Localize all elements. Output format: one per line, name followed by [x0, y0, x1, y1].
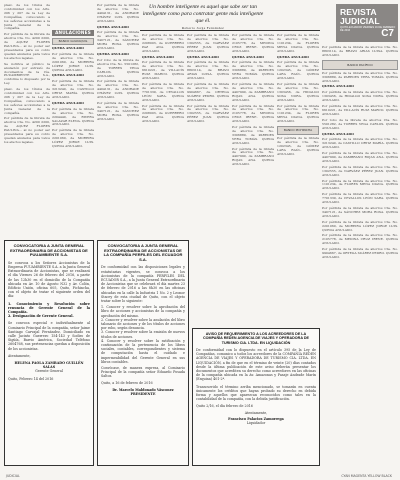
box-title: CONVOCATORIA A JUNTA GENERAL EXTRAORDINARIA DE ACCIONISTAS DE LA COMPAÑÍA PERFILES DEL ECUADOR S.A. — [103, 243, 183, 262]
quote-text: Un hombre inteligente es aquel que sabe ser tan inteligente como para contratar gente más inteligente que él. — [142, 4, 264, 24]
column-5: Por pérdida de la libreta de ahorros Cta. No. 1302555, de NARVÁEZ PÉREZ JUAN. QUEDA ANULADO. QUEDA ANULADO Por pérdida de la libreta de ahorros Cta. No. 8803114, de BRAVO ARIAS LUISA. QUEDA ANULADO. Por pérdida de la libreta de ahorros Cta. No. 9904667, de ORTEGA SUÁREZ PEDRO. QUEDA ANULADO. Por pérdida de la libreta de ahorros Cta. No. 1302555, de NARVÁEZ PÉREZ JUAN. QUEDA ANULADO. — [187, 34, 229, 124]
convocatoria-perfiles-ecuador: CONVOCATORIA A JUNTA GENERAL EXTRAORDINARIA DE ACCIONISTAS DE LA COMPAÑÍA PERFILES DEL ECUADOR S.A. De conformidad con las disposiciones legales y estatutarias vigentes, se convoca a los Accionistas de la compañía PERFILES DEL ECUADOR S.A., a la Junta General Extraordinaria de Accionistas que se celebrará el día martes 23 de febrero de 2016 a las 8h30 en las oficinas ubicadas en la calle la Industria 1 No. 2 y Leonor Stacey de esta ciudad de Quito, con el objeto tratar sobre lo siguiente: 1. Conocer y resolver sobre la aprobación del libro de acciones y accionistas de la compañía y aprobación del mismo. 2. Conocer y resolver sobre la anulación del libro talonario de acciones y de los títulos de acciones por robo, según denuncia. 3. Conocer y resolver sobre la emisión de nuevos títulos de acciones. 4. Conocer y resolver sobre la ratificación y continuación de la pertenencia de los libros sociales, contables, correspondientes y sistema de computación hasta el cuidado e impermeabilidad del Gerente General en sus libros contables. Convócase, de manera expresa, al Comisario Principal de la compañía señor Eduardo Posada Saltos. Quito, a 16 de febrero de 2016 Dr. Marcelo Maldonado Vásconez PRESIDENTE — [97, 240, 189, 466]
box-body: De conformidad con las disposiciones legales y estatutarias vigentes, se convoca a los Accionistas de la compañía PERFILES DEL ECUADOR S.A., a la Junta General Extraordinaria de Accionistas que se celebrará el día martes 23 de febrero de 2016 a las 8h30 en las oficinas ubicadas en la calle la Industria 1 No. 2 y Leonor Stacey de esta ciudad de Quito, con el objeto tratar sobre lo siguiente: — [101, 265, 185, 303]
column-7: Por pérdida de la libreta de ahorros Cta. No. 1101234, de FLORES MENA DIANA. QUEDA ANULADO. QUEDA ANULADO Por pérdida de la libreta de ahorros Cta. No. 1202345, de GÓMEZ LARA RAÚL. QUEDA ANULADO. Por pérdida de la libreta de ahorros Cta. No. 1303456, de HIDALGO SOSA NORA. QUEDA ANULADO. Por pérdida de la libreta de ahorros Cta. No. 1101234, de FLORES MENA DIANA. QUEDA ANULADO. BANCO PICHINCHA Por pérdida de la libreta de ahorros Cta. No. 1202345, de GÓMEZ LARA RAÚL. QUEDA ANULADO. — [277, 34, 319, 156]
bank-logo: BANCO PACÍFICO — [322, 60, 398, 70]
convocatoria-puuambiente: CONVOCATORIA A JUNTA GENERAL EXTRAORDINARIA DE ACCIONISTAS DE PUUAMBIENTE S.A. Se convoca a los Señores Accionistas de la Empresa PUUAMBIENTE S.A. a la Junta General Extraordinaria de Accionistas, que se realizará el día Viernes 26 de febrero del 2016, a partir de las 12h30 en el domicilio de la Compañía ubicada en Av. 10 de Agosto N32 y Av. Colón, Edificio Unión, oficina 605, Quito, Pichincha, con el objeto de tratar el siguiente orden del día: 1. Conocimiento y Resolución sobre renuncia de Gerente General de la Compañía. 2. Designación de Gerente General. Se convoca especial e individualmente al Comisario Principal de la compañía, señor Jaime Santiago Carvajal Fernández, Domiciliado en calle Jacinto Guerrero 154-143 y Sodiro de Sigüía, Barrio América, Sociedad Teléfono 2604768, sus pertenencias quedan a disposición de los accionistas. Atentamente, HELENA PAOLA ZAMBADO GUILLÉN SALAS Gerente General Quito, Febrero 14 del 2016 — [4, 240, 94, 466]
column-1: plazo de los títulos de conformidad con los Arts. 206 y 207 de la Ley de Compañías, convocando a los señores accionistas a la Junta General de la compañía. Por pérdida de la libreta de ahorros Cta. No. 4200 2200, de AQUEZ FLORES PAULINA... al no poder ser presentados para su cobro quedan anulados para todos los efectos legales. Se notifica al público la anulación por extravío de documentos de la Cía. PUUAMBIENTE S.A., conforme lo dispuesto por la Ley. plazo de los títulos de conformidad con los Arts. 206 y 207 de la Ley de Compañías, convocando a los señores accionistas a la Junta General de la compañía. Por pérdida de la libreta de ahorros Cta. No. 4200 2200, de AQUEZ FLORES PAULINA... al no poder ser presentados para su cobro quedan anulados para todos los efectos legales. — [4, 4, 50, 144]
masthead-title: REVISTA JUDICIAL — [340, 7, 380, 26]
header-quote — [140, 4, 266, 32]
box-title: AVISO DE REQUERIMIENTO A LOS ACREEDORES DE LA COMPAÑÍA REDEN AGENCIA DE VIAJES Y OPERADORA DE TURISMO CIA. LTDA. EN LIQUIDACIÓN — [203, 332, 309, 345]
column-4: Por pérdida de la libreta de ahorros Cta. No. 2208003, de GUERRERO PAZ ANA. QUEDA ANULADO. QUEDA ANULADO Por pérdida de la libreta de ahorros Cta. No. 6610221, de VILLACÍS RUIZ MARCO. QUEDA ANULADO. Por pérdida de la libreta de ahorros Cta. No. 7701339, de CEVALLOS LEÓN SARA. QUEDA ANULADO. Por pérdida de la libreta de ahorros Cta. No. 2208003, de GUERRERO PAZ ANA. QUEDA ANULADO. — [142, 34, 184, 124]
section-label-anulaciones: ANULACIONES — [52, 30, 94, 36]
signer-name: Francisco Palacios Zamorrega — [228, 416, 284, 421]
column-6: Por pérdida de la libreta de ahorros Cta. No. 2105778, de MEDINA CRUZ IRENE. QUEDA ANULADO. QUEDA ANULADO Por pérdida de la libreta de ahorros Cta. No. 3306889, de PAREDES VERA TOMÁS. QUEDA ANULADO. Por pérdida de la libreta de ahorros Cta. No. 4407990, de ZAMBRANO ROJAS ANA. QUEDA ANULADO. Por pérdida de la libreta de ahorros Cta. No. 2105778, de MEDINA CRUZ IRENE. QUEDA ANULADO. Por pérdida de la libreta de ahorros Cta. No. 3306889, de PAREDES VERA TOMÁS. QUEDA ANULADO. Por pérdida de la libreta de ahorros Cta. No. 4407990, de ZAMBRANO ROJAS ANA. QUEDA ANULADO. — [232, 34, 274, 167]
color-registration: CYAN MAGENTA YELLOW BLACK — [341, 474, 392, 478]
footer-section: JUDICIAL — [6, 474, 20, 478]
column-8: Por pérdida de la libreta de ahorros Cta. No. 8803114, de BRAVO ARIAS LUISA. QUEDA ANULADO. BANCO PACÍFICO Por pérdida de la libreta de ahorros Cta. No. 3306889, de PAREDES VERA TOMÁS. QUEDA ANULADO. QUEDA ANULADO Por pérdida de la libreta de ahorros Cta. No. 1303456, de HIDALGO SOSA NORA. QUEDA ANULADO. Por pérdida de la libreta de ahorros Cta. No. 6610221, de VILLACÍS RUIZ MARCO. QUEDA ANULADO. Por robo de la libreta de ahorros Cta. No. 5501282, de TORRES VEGA CARLOS. QUEDA ANULADO. QUEDA ANULADO Por pérdida de la libreta de ahorros Cta. No. 3213240, de CASTILLO ORTIZ MARÍA. QUEDA ANULADO. Por pérdida de la libreta de ahorros Cta. No. 4407990, de ZAMBRANO ROJAS ANA. QUEDA ANULADO. Por pérdida de la libreta de ahorros Cta. No. 1302555, de NARVÁEZ PÉREZ JUAN. QUEDA ANULADO. Por pérdida de la libreta de ahorros Cta. No. 1101234, de FLORES MENA DIANA. QUEDA ANULADO. Por pérdida de la libreta de ahorros Cta. No. 7701339, de CEVALLOS LEÓN SARA. QUEDA ANULADO. Por pérdida de la libreta de ahorros Cta. No. 3407121, de SÁNCHEZ MORA ROSA. QUEDA ANULADO. Por pérdida de la libreta de ahorros Cta. No. 2201060, de MOREIRA LÓPEZ JORGE LUIS. QUEDA ANULADO. Por pérdida de la libreta de ahorros Cta. No. 2105778, de MEDINA CRUZ IRENE. QUEDA ANULADO. Por pérdida de la libreta de ahorros Cta. No. 9904667, de ORTEGA SUÁREZ PEDRO. QUEDA ANULADO. — [322, 46, 398, 259]
column-3: Por pérdida de la libreta de ahorros Cta. No. 4404131, de ANDRADE CHÁVEZ LUIS. QUEDA ANULADO. QUEDA ANULADO Por pérdida de la libreta de ahorros Cta. No. 3407121, de SÁNCHEZ MORA ROSA. QUEDA ANULADO. QUEDA ANULADO Por robo de la libreta de ahorros Cta. No. 5501282, de TORRES VEGA CARLOS. QUEDA ANULADO. Por pérdida de la libreta de ahorros Cta. No. 4404131, de ANDRADE CHÁVEZ LUIS. QUEDA ANULADO. Por pérdida de la libreta de ahorros Cta. No. 3407121, de SÁNCHEZ MORA ROSA. QUEDA ANULADO. — [97, 4, 139, 121]
box-body: Se convoca a los Señores Accionistas de la Empresa PUUAMBIENTE S.A. a la Junta General Extraordinaria de Accionistas, que se realizará el día Viernes 26 de febrero del 2016, a partir de las 12h30 en el domicilio de la Compañía ubicada en Av. 10 de Agosto N32 y Av. Colón, Edificio Unión, oficina 605, Quito, Pichincha, con el objeto de tratar el siguiente orden del día: — [8, 260, 90, 299]
quote-author: Roberto Jorge Fernández — [181, 26, 225, 31]
bank-logo: BANCO PICHINCHA — [277, 126, 319, 135]
bank-logo: BANCO GUAYAQUIL — [52, 38, 94, 45]
box-body: De conformidad con lo dispuesto en el artículo 395 de la Ley de Compañías, comunico a todos los acreedores de la COMPAÑÍA REDEN AGENCIA DE VIAJES Y OPERADORA DE TURISMO CIA. LTDA. EN LIQUIDACIÓN, a fin de que en el término de veinte (20) días contados desde la última publicación de este aviso deberán presentar los documentos que acrediten su derecho como acreedores en las oficinas de la compañía ubicada en la Av. Amazonas y Pasaje Andrade Marín (Esquina) 401-2ª. — [196, 347, 316, 382]
page-number: C7 — [381, 28, 394, 39]
masthead-subtitle: QUITO-ECUADOR VIERNES 16 DE FEBRERO DE 2016 — [340, 25, 396, 32]
divider — [140, 30, 320, 31]
signer-name: Dr. Marcelo Maldonado Vásconez — [112, 387, 174, 392]
aviso-acreedores: AVISO DE REQUERIMIENTO A LOS ACREEDORES DE LA COMPAÑÍA REDEN AGENCIA DE VIAJES Y OPERADORA DE TURISMO CIA. LTDA. EN LIQUIDACIÓN De conformidad con lo dispuesto en el artículo 395 de la Ley de Compañías, comunico a todos los acreedores de la COMPAÑÍA REDEN AGENCIA DE VIAJES Y OPERADORA DE TURISMO CIA. LTDA. EN LIQUIDACIÓN, a fin de que en el término de veinte (20) días contados desde la última publicación de este aviso deberán presentar los documentos que acrediten su derecho como acreedores en las oficinas de la compañía ubicada en la Av. Amazonas y Pasaje Andrade Marín (Esquina) 401-2ª. Transcurrido el término arriba mencionado, se tomarán en cuenta únicamente los créditos que hayan probado su derecho en debida forma y aquellos que aparezcan reconocidos como tales en la contabilidad de la compañía, con la debida justificación. Quito 2/16, el día febrero de 2016 Atentamente, Francisco Palacios Zamorrega Liquidador — [192, 328, 320, 466]
box-title: CONVOCATORIA A JUNTA GENERAL EXTRAORDINARIA DE ACCIONISTAS DE PUUAMBIENTE S.A. — [10, 243, 88, 258]
signer-name: HELENA PAOLA ZAMBADO GUILLÉN SALAS — [14, 361, 84, 370]
masthead — [336, 4, 398, 42]
column-2: ANULACIONES BANCO GUAYAQUIL QUEDA ANULADO Por pérdida de la libreta de ahorros Cta. No. 2201060, de MOREIRA LÓPEZ JORGE LUIS. QUEDA ANULADO. QUEDA ANULADO Por pérdida de la libreta de ahorros Cta. No. 3213240, de CASTILLO ORTIZ MARÍA. QUEDA ANULADO. QUEDA ANULADO Por pérdida de la libreta de ahorros Cta. No. 2204440, de RIVERA SALAZAR ELENA. QUEDA ANULADO. Por pérdida de la libreta de ahorros Cta. No. 2201060, de MOREIRA LÓPEZ JORGE LUIS. QUEDA ANULADO. — [52, 30, 94, 148]
